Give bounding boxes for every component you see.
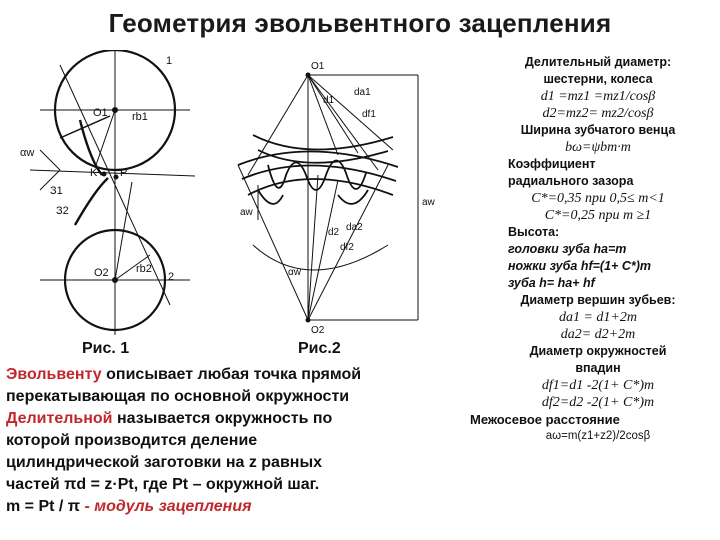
fig2-label-aw-left: aw — [240, 207, 253, 218]
fig1-label-z1: З1 — [50, 185, 63, 197]
fig1-label-2: 2 — [168, 271, 175, 283]
caption-fig2: Рис.2 — [298, 340, 341, 357]
fig1-label-k: K — [90, 167, 98, 179]
text-line5: цилиндрической заготовки на z равных — [6, 454, 323, 471]
text-module-red: - модуль зацепления — [84, 498, 252, 515]
formula-c1: C*=0,35 при 0,5≤ m<1 — [531, 191, 665, 206]
text-line2: перекатывающая по основной окружности — [6, 388, 350, 405]
text-involute-red: Эвольвенту — [6, 366, 102, 383]
fig1-label-o2: O2 — [94, 267, 109, 279]
text-line4: которой производится деление — [6, 432, 258, 449]
formula-h: зуба h= ha+ hf — [508, 276, 595, 290]
formula-aw: aω=m(z1+z2)/2cosβ — [545, 430, 651, 442]
formula-hf: ножки зуба hf=(1+ C*)m — [508, 259, 651, 273]
fig2-label-da1: da1 — [354, 87, 371, 98]
fig1-label-z2: З2 — [56, 205, 69, 217]
fig2-label-o1: O1 — [311, 61, 325, 72]
fig1-label-1: 1 — [166, 55, 173, 67]
page-title: Геометрия эвольвентного зацепления — [108, 8, 612, 38]
coef-title-1: Коэффициент — [508, 157, 596, 171]
fig1-label-rb2: rb2 — [136, 263, 152, 275]
text-pitch-red: Делительной — [6, 410, 113, 427]
text-line3: называется окружность по — [112, 410, 333, 427]
text-line1: описывает любая точка прямой — [101, 366, 362, 383]
width-title: Ширина зубчатого венца — [520, 123, 676, 137]
formula-da2: da2= d2+2m — [560, 327, 636, 342]
description-text — [6, 364, 406, 518]
fig1-label-alpha: αw — [20, 147, 35, 159]
text-line7: m = Pt / π — [6, 498, 85, 515]
formula-bw: bω=ψbm·m — [565, 140, 631, 155]
fig2-label-df1: df1 — [362, 109, 376, 120]
fig1-label-p: P — [120, 167, 128, 179]
fig2-label-df2: df2 — [340, 242, 354, 253]
formula-c2: C*=0,25 при m ≥1 — [544, 208, 652, 223]
fig2-label-alpha: αw — [288, 267, 302, 278]
coef-title-2: радиального зазора — [508, 174, 634, 188]
root-diameter-title-1: Диаметр окружностей — [529, 344, 667, 358]
center-distance-title: Межосевое расстояние — [470, 412, 620, 427]
fig2-label-d2: d2 — [328, 227, 340, 238]
formula-panel — [470, 54, 716, 445]
height-title: Высота: — [508, 225, 560, 239]
formula-ha: головки зуба ha=m — [508, 242, 627, 256]
figure-2-gear-geometry — [228, 55, 440, 335]
pitch-diameter-title: Делительный диаметр: — [524, 55, 672, 69]
figure-1-gear-engagement — [20, 50, 200, 335]
fig2-label-o2: O2 — [311, 325, 325, 335]
formula-d1: d1 =mz1 =mz1/cosβ — [540, 89, 656, 104]
pitch-diameter-sub: шестерни, колеса — [543, 72, 653, 86]
caption-fig1: Рис. 1 — [82, 340, 130, 357]
root-diameter-title-2: впадин — [575, 361, 621, 375]
formula-df1: df1=d1 -2(1+ C*)m — [541, 378, 655, 393]
fig2-label-d1: d1 — [323, 95, 335, 106]
text-line6: частей πd = z·Pt, где Pt – окружной шаг. — [6, 476, 320, 493]
fig1-label-o1: O1 — [93, 107, 108, 119]
formula-df2: df2=d2 -2(1+ C*)m — [541, 395, 655, 410]
fig2-label-da2: da2 — [346, 222, 363, 233]
formula-da1: da1 = d1+2m — [558, 310, 637, 325]
fig2-label-aw-right: aw — [422, 197, 435, 208]
tip-diameter-title: Диаметр вершин зубьев: — [520, 293, 676, 307]
fig1-label-rb1: rb1 — [132, 111, 148, 123]
formula-d2: d2=mz2= mz2/cosβ — [542, 106, 654, 121]
